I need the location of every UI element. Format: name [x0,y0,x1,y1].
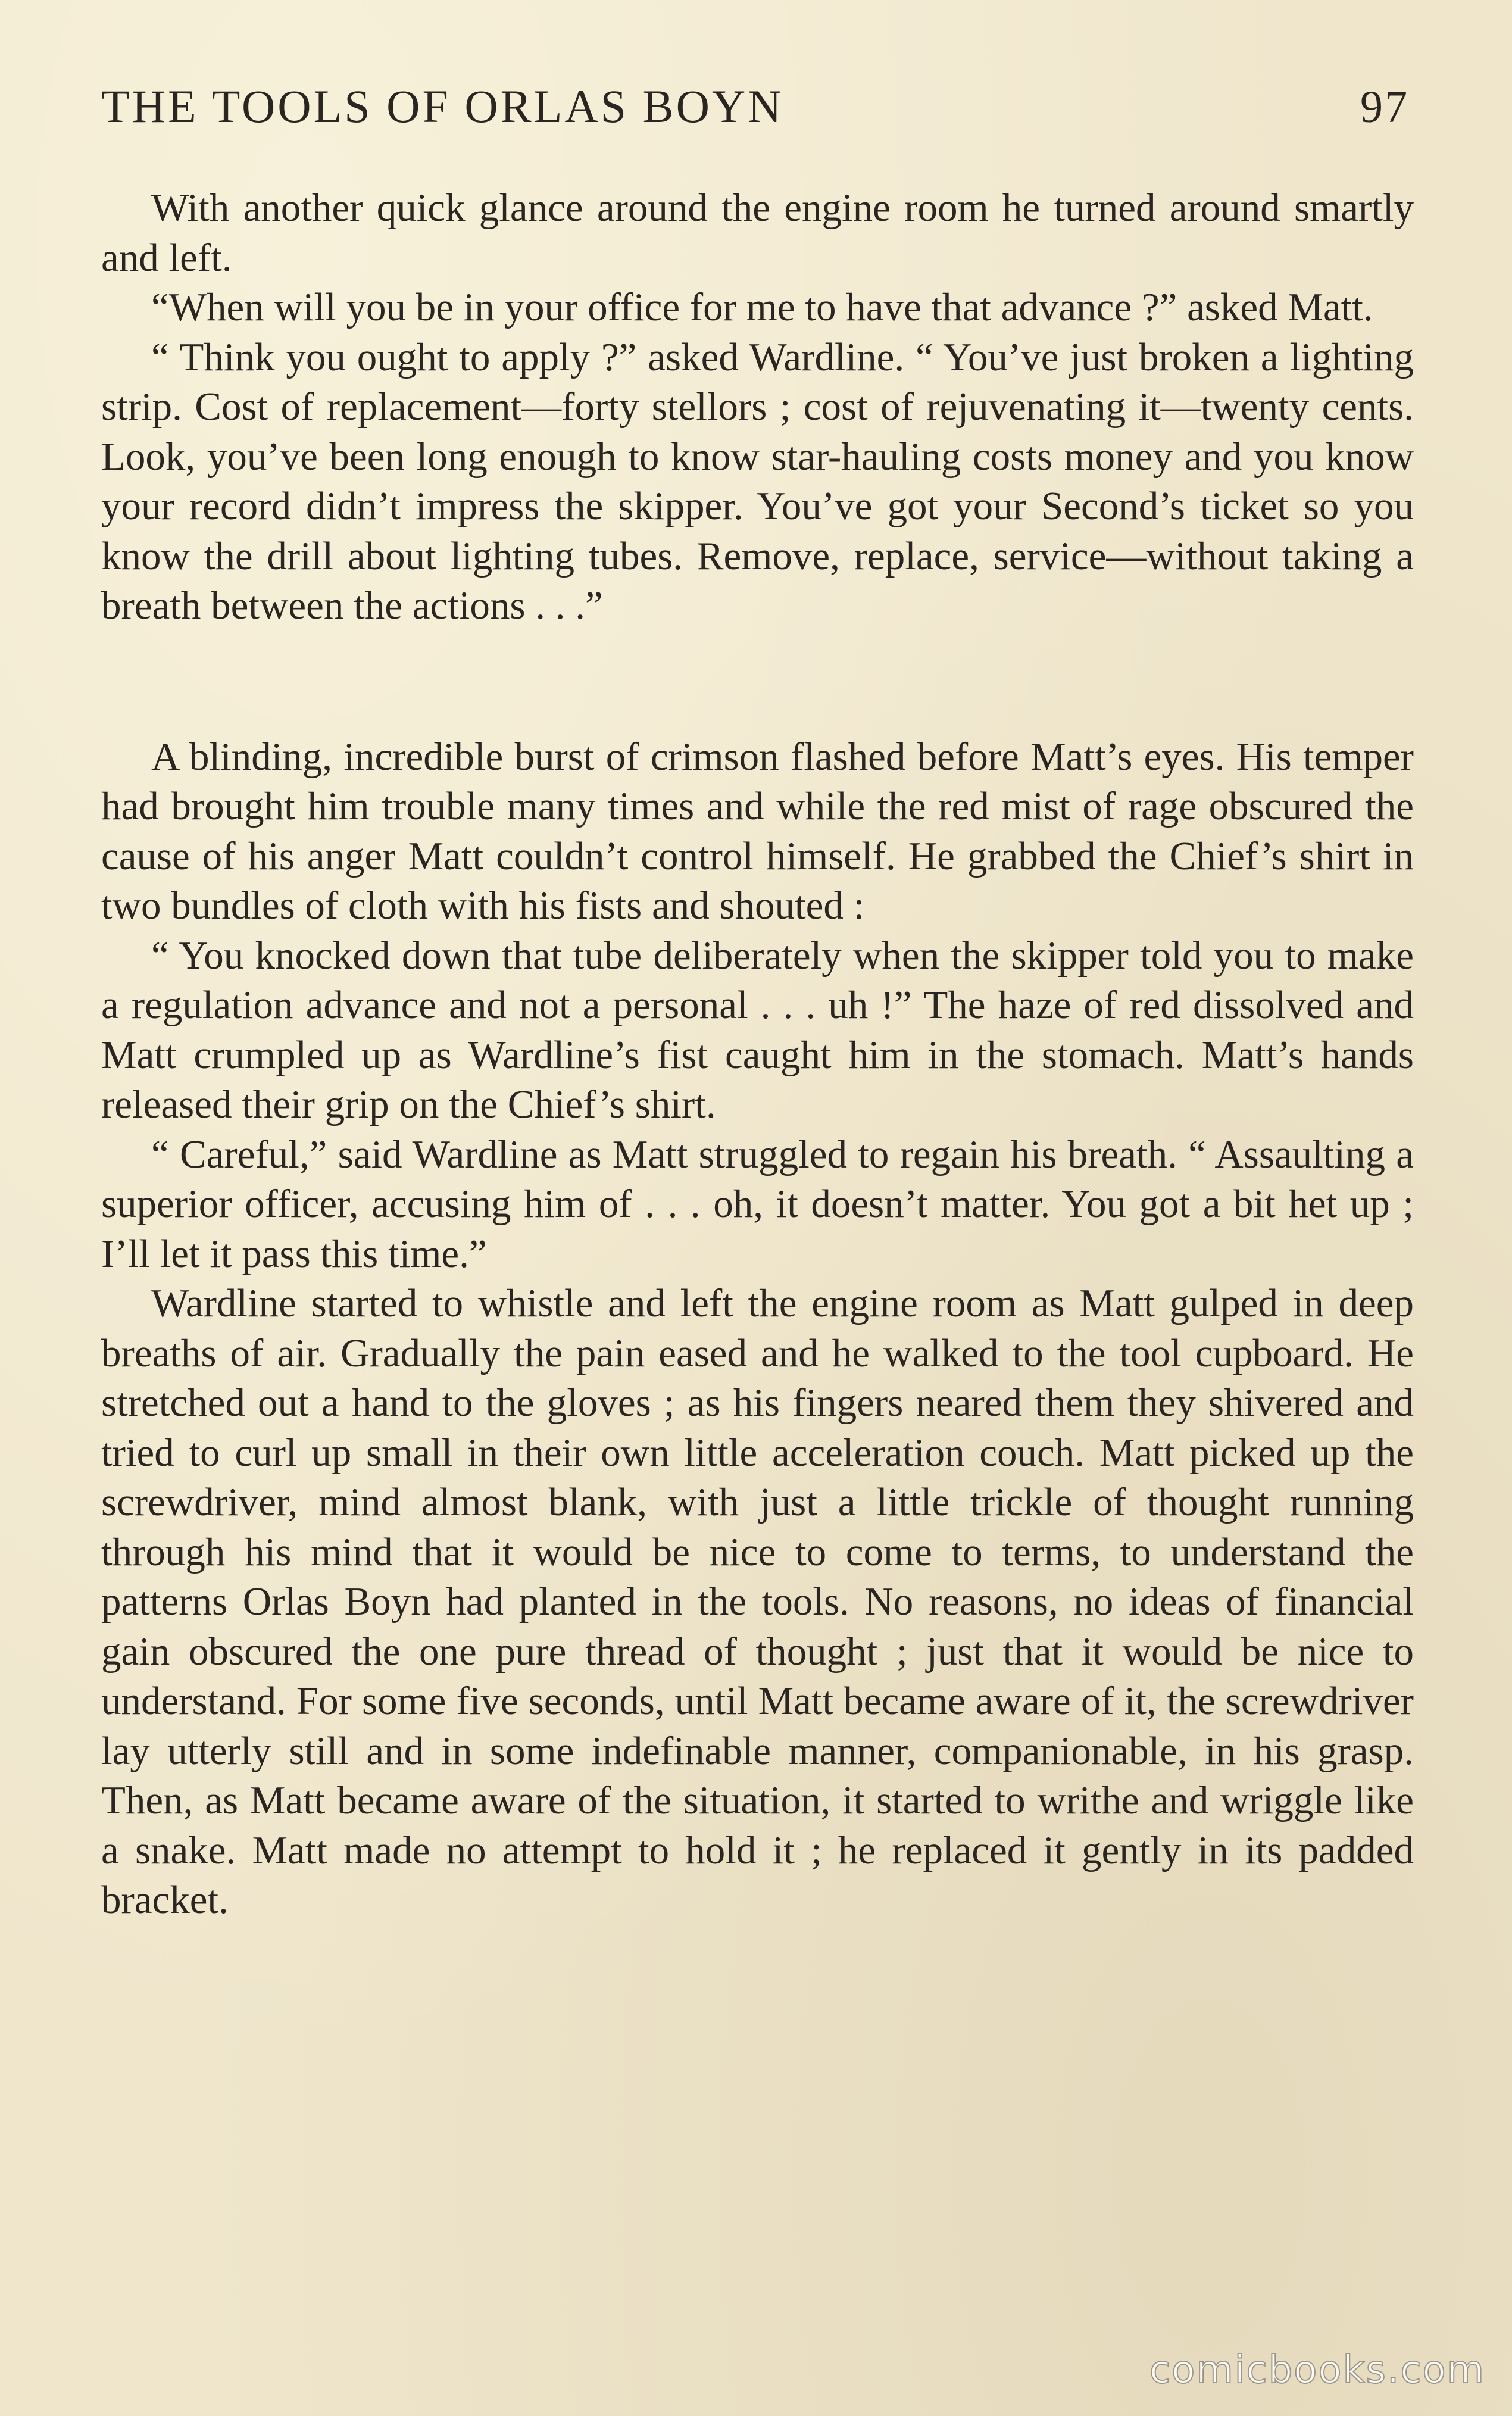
page-number: 97 [1360,82,1409,132]
chapter-title: THE TOOLS OF ORLAS BOYN [101,80,784,132]
paragraph: “ You knocked down that tube deliberately when the skipper told you to make a regulation advance and not a personal . . . uh !” The haze of red dissolved and Matt crumpled up as Wardline’s fist caught him in the stomach. Matt’s hands released their grip on the Chief’s shirt. [101,933,1414,1126]
book-page [101,80,1414,2346]
paragraph: “ Careful,” said Wardline as Matt struggled to regain his breath. “ Assaulting a superior officer, accusing him of . . . oh, it doesn’t matter. You got a bit het up ; I’ll let it pass this time.” [101,1132,1414,1276]
paragraph: “ Think you ought to apply ?” asked Wardline. “ You’ve just broken a lighting strip. Cost of replacement—forty stellors ; cost of rejuvenating it—twenty cents. Look, you’ve been long enough to know star-hauling costs money and you know your record didn’t impress the skipper. You’ve got your Second’s ticket so you know the drill about lighting tubes. Remove, replace, service—without taking a breath between the actions . . .” [101,335,1414,628]
paragraph: A blinding, incredible burst of crimson flashed before Matt’s eyes. His temper had brought him trouble many times and while the red mist of rage obscured the cause of his anger Matt couldn’t control himself. He grabbed the Chief’s shirt in two bundles of cloth with his fists and shouted : [101,734,1414,928]
body-text-bottom [101,732,1414,1925]
paragraph: With another quick glance around the engine room he turned around smartly and left. [101,186,1414,280]
paragraph: Wardline started to whistle and left the engine room as Matt gulped in deep breaths of air. Gradually the pain eased and he walked to the tool cupboard. He stretched out a hand to the gloves ; as his fingers neared them they shivered and tried to curl up small in their own little acceleration couch. Matt picked up the screwdriver, mind almost blank, with just a little trickle of thought running through his mind that it would be nice to come to terms, to understand the patterns Orlas Boyn had planted in the tools. No reasons, no ideas of financial gain obscured the one pure thread of thought ; just that it would be nice to understand. For some five seconds, until Matt became aware of it, the screwdriver lay utterly still and in some indefinable manner, companionable, in his grasp. Then, as Matt became aware of the situation, it started to writhe and wriggle like a snake. Matt made no attempt to hold it ; he replaced it gently in its padded bracket. [101,1281,1414,1922]
section-break [101,631,1414,732]
running-head [101,80,1414,132]
body-text-top [101,183,1414,631]
paragraph: “When will you be in your office for me to have that advance ?” asked Matt. [151,285,1373,329]
watermark: comicbooks.com [1149,2348,1485,2392]
